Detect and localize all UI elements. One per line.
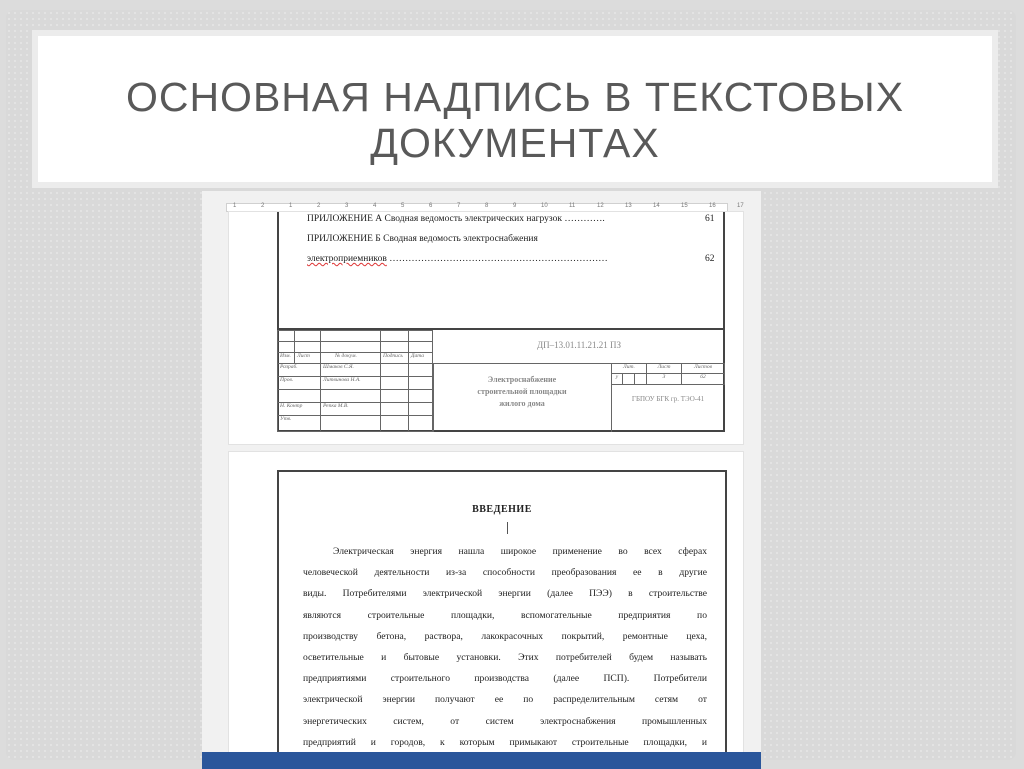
stamp-value-lit: у	[611, 373, 623, 385]
toc-page-number: 61	[705, 214, 715, 224]
stamp-project-title	[437, 374, 607, 410]
stamp-label-listov: Листов	[681, 363, 725, 374]
stamp-cell	[380, 415, 409, 432]
paragraph-line: осветительные и бытовые установки. Этих потребителей будем называть	[303, 651, 707, 663]
stamp-label-lit: Лит.	[611, 363, 647, 374]
paragraph-line: человеческой деятельности из-за способности преобразования ее в другие	[303, 567, 707, 579]
stamp-value-listov: 62	[681, 373, 725, 385]
ruler-mark: 7	[457, 203, 461, 209]
ruler-mark: 14	[653, 203, 660, 209]
page-frame	[277, 470, 727, 769]
stamp-label-podpis: Подпись	[380, 352, 409, 364]
toc-line	[307, 254, 715, 264]
stamp-label-izm: Изм.	[277, 352, 295, 364]
stamp-label-utv: Утв.	[277, 415, 321, 432]
ruler-mark: 6	[429, 203, 433, 209]
stamp-cell	[380, 402, 409, 416]
stamp-name-prov: Литвинова Н.А.	[320, 376, 381, 390]
toc-line-text: ПРИЛОЖЕНИЕ Б Сводная ведомость электроснабжения	[307, 234, 538, 244]
ruler-mark: 12	[597, 203, 604, 209]
stamp-project-title-line: строительной площадки	[477, 387, 567, 396]
stamp-value-list: 3	[646, 373, 682, 385]
stamp-cell	[408, 376, 433, 390]
misspelled-word: электроприемников	[307, 254, 387, 264]
stamp-cell	[320, 389, 381, 403]
slide-background	[6, 10, 1016, 760]
section-heading: ВВЕДЕНИЕ	[472, 504, 532, 515]
ruler-mark: 17	[737, 203, 744, 209]
stamp-cell	[380, 389, 409, 403]
ruler-mark: 2	[261, 203, 265, 209]
document-page-1	[228, 211, 744, 445]
stamp-cell	[380, 376, 409, 390]
stamp-label-list: Лист	[294, 352, 321, 364]
ruler-mark: 2	[317, 203, 321, 209]
toc-page-number: 62	[705, 254, 715, 264]
title-box	[32, 30, 998, 188]
stamp-label-list2: Лист	[646, 363, 682, 374]
paragraph-line: электрической энергии получают ее по распределительным сетям от	[303, 694, 707, 706]
slide-title: ОСНОВНАЯ НАДПИСЬ В ТЕКСТОВЫХ ДОКУМЕНТАХ	[125, 74, 905, 166]
status-bar	[202, 752, 761, 769]
ruler-mark: 16	[709, 203, 716, 209]
ruler-mark: 1	[289, 203, 293, 209]
ruler-mark: 5	[401, 203, 405, 209]
stamp-name-n-kontr: Репка М.В.	[320, 402, 381, 416]
paragraph-line: производству бетона, раствора, лакокрасочных покрытий, ремонтные цеха,	[303, 630, 707, 642]
body-paragraph	[303, 541, 707, 753]
text-cursor	[507, 522, 508, 534]
stamp-project-title-line: Электроснабжение	[487, 375, 557, 384]
ruler-mark: 3	[345, 203, 349, 209]
ruler-mark: 9	[513, 203, 517, 209]
stamp-cell	[320, 415, 381, 432]
document-screenshot	[202, 191, 761, 769]
ruler-mark: 10	[541, 203, 548, 209]
stamp-cell	[408, 402, 433, 416]
paragraph-line: энергетических систем, от систем электроснабжения промышленных	[303, 715, 707, 727]
stamp-cell	[408, 389, 433, 403]
stamp-document-code: ДП–13.01.11.21.21 ПЗ	[536, 340, 622, 350]
toc-line-text: электроприемников ……………………………………………………………	[307, 254, 608, 264]
toc-line-text: ПРИЛОЖЕНИЕ А Сводная ведомость электрических нагрузок ………….	[307, 214, 605, 224]
ruler-mark: 15	[681, 203, 688, 209]
paragraph-line: являются строительные площадки, вспомогательные предприятия по	[303, 609, 707, 621]
stamp-project-title-line: жилого дома	[499, 399, 545, 408]
ruler-mark: 1	[233, 203, 237, 209]
toc-line	[307, 234, 538, 244]
ruler-mark: 13	[625, 203, 632, 209]
stamp-cell	[408, 415, 433, 432]
stamp-cell	[408, 363, 433, 377]
paragraph-line: Электрическая энергия нашла широкое применение во всех сферах	[333, 546, 707, 557]
paragraph-line: виды. Потребителями электрической энергии (далее ПЭЭ) в строительстве	[303, 588, 707, 600]
document-page-2	[228, 451, 744, 769]
stamp-label-data: Дата	[408, 352, 433, 364]
paragraph-line: предприятиями строительного производства (далее ПСП). Потребители	[303, 673, 707, 685]
stamp-cell	[380, 363, 409, 377]
ruler-mark: 11	[569, 203, 576, 209]
toc-line	[307, 214, 715, 224]
stamp-organization: ГБПОУ БГК гр. ТЭО-41	[631, 395, 705, 403]
stamp-label-razrab: Разраб.	[277, 363, 321, 377]
stamp-label-n-kontr: Н. Контр	[277, 402, 321, 416]
stamp-name-razrab: Шмаков С.Я.	[320, 363, 381, 377]
ruler-mark: 4	[373, 203, 377, 209]
stamp-divider	[433, 363, 434, 432]
paragraph-line: предприятий и городов, к которым примыкают строительные площадки, и	[303, 736, 707, 748]
stamp-label-prov: Пров.	[277, 376, 321, 390]
ruler-mark: 8	[485, 203, 489, 209]
stamp-cell	[277, 389, 321, 403]
title-block-stamp	[277, 328, 725, 434]
stamp-label-n-dokum: № докум.	[320, 352, 381, 364]
